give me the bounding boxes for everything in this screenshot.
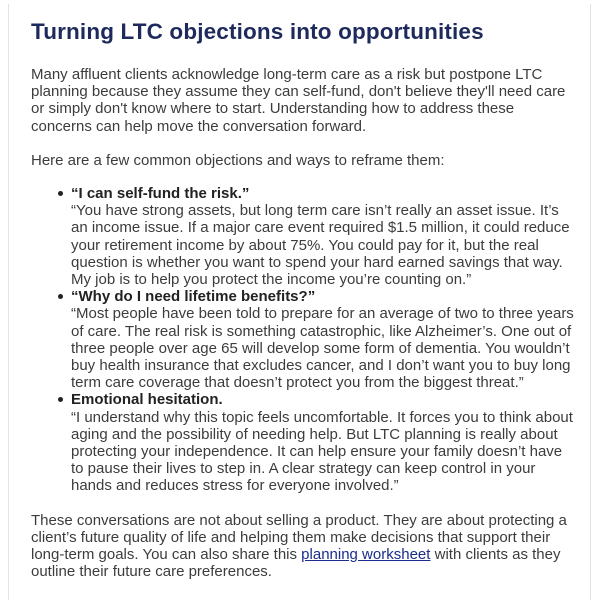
list-item [71, 288, 576, 391]
bullet-icon [58, 397, 63, 402]
planning-worksheet-link[interactable]: planning worksheet [301, 546, 431, 564]
lead-paragraph: Here are a few common objections and ways to reframe them: [31, 151, 445, 169]
closing-paragraph [31, 512, 576, 581]
objection-question: “Why do I need lifetime benefits?” [71, 288, 316, 306]
bullet-icon [58, 191, 63, 196]
article [31, 0, 576, 580]
article-title: Turning LTC objections into opportunities [31, 19, 484, 44]
closing-text: These conversations are not about selling a product. They are about protecting a client’s future quality of life and helping them make decisions that support their long-term goals. You can also share this [31, 511, 567, 564]
objection-question: Emotional hesitation. [71, 391, 223, 409]
list-item [71, 391, 576, 494]
list-item [71, 185, 576, 288]
objection-answer: “Most people have been told to prepare for an average of two to three years of care. The real risk is something catastrophic, like Alzheimer’s. One out of three people over age 65 will develop some form of dementia. You wouldn’t buy health insurance that excludes cancer, and I don’t want you to buy long term care coverage that doesn’t protect you from the biggest threat.” [71, 305, 574, 392]
closing-text-end: with clients as they outline their future care preferences. [31, 546, 561, 581]
intro-paragraph: Many affluent clients acknowledge long-term care as a risk but postpone LTC planning because they assume they can self-fund, don't believe they'll need care or simply don't know where to start. Understanding how to address these concerns can help move the conversation forward. [31, 66, 566, 135]
bullet-icon [58, 294, 63, 299]
objection-answer: “I understand why this topic feels uncomfortable. It forces you to think about aging and the possibility of needing help. But LTC planning is really about protecting your independence. It can help ensure your family doesn’t have to pause their lives to step in. A clear strategy can keep control in your hands and reduces stress for everyone involved.” [71, 408, 573, 495]
objections-list [31, 185, 576, 495]
objection-question: “I can self-fund the risk.” [71, 185, 250, 203]
objection-answer: “You have strong assets, but long term care isn’t really an asset issue. It’s an income issue. If a major care event required $1.5 million, it could reduce your retirement income by about 75%. You could pay for it, but the real question is whether you want to spend your hard earned savings that way. My job is to help you protect the income you’re counting on.” [71, 202, 570, 289]
